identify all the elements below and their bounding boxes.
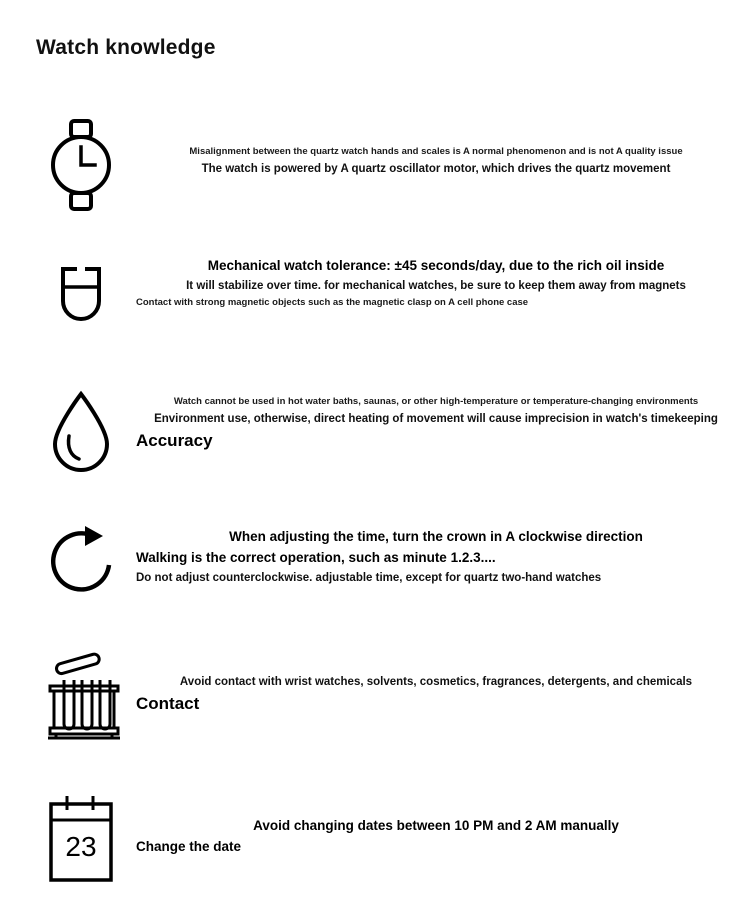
text-line: It will stabilize over time. for mechanical watches, be sure to keep them away from magnets	[186, 279, 686, 292]
text-block-crown	[136, 529, 736, 589]
water-drop-icon	[36, 378, 126, 483]
text-line: Change the date	[136, 838, 242, 854]
section-water	[0, 378, 750, 483]
section-magnet	[0, 245, 750, 345]
text-line: Environment use, otherwise, direct heating of movement will cause imprecision in watch's timekeeping	[154, 412, 718, 425]
text-line: Do not adjust counterclockwise. adjustable time, except for quartz two-hand watches	[136, 571, 602, 584]
page-title: Watch knowledge	[36, 36, 216, 59]
section-chemicals	[0, 645, 750, 755]
text-block-magnet	[136, 258, 736, 313]
section-quartz	[0, 110, 750, 220]
section-date	[0, 785, 750, 895]
text-line: Watch cannot be used in hot water baths, saunas, or other high-temperature or temperature-changing environments	[173, 396, 699, 407]
text-line: Mechanical watch tolerance: ±45 seconds/day, due to the rich oil inside	[207, 258, 665, 273]
text-heading: Accuracy	[136, 431, 213, 451]
text-line: Avoid changing dates between 10 PM and 2 AM manually	[253, 818, 619, 833]
text-block-chemicals	[136, 675, 736, 719]
text-line: The watch is powered by A quartz oscillator motor, which drives the quartz movement	[201, 162, 671, 175]
magnet-icon	[36, 245, 126, 345]
calendar-icon	[36, 785, 126, 895]
text-line: Misalignment between the quartz watch hands and scales is A normal phenomenon and is not A quality issue	[189, 146, 683, 157]
text-line: Contact with strong magnetic objects such as the magnetic clasp on A cell phone case	[136, 297, 529, 309]
text-line: Avoid contact with wrist watches, solvents, cosmetics, fragrances, detergents, and chemicals	[179, 676, 693, 688]
calendar-day: 23	[65, 831, 97, 862]
text-heading: Contact	[136, 694, 200, 714]
text-line: Walking is the correct operation, such as minute 1.2.3....	[136, 549, 496, 565]
section-crown	[0, 512, 750, 617]
clockwise-arrow-icon	[36, 512, 126, 617]
text-block-date	[136, 818, 736, 860]
text-block-quartz	[136, 146, 736, 180]
watch-icon	[36, 110, 126, 220]
text-block-water	[136, 396, 736, 456]
test-tube-rack-icon	[36, 645, 126, 755]
text-line: When adjusting the time, turn the crown in A clockwise direction	[229, 529, 643, 544]
